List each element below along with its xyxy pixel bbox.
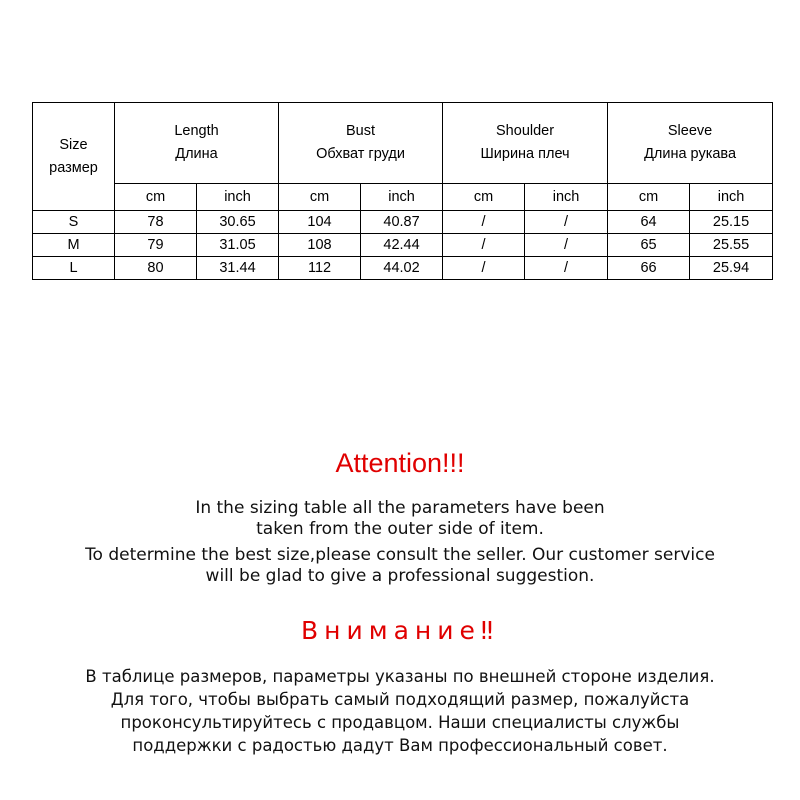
size-header-cell bbox=[33, 103, 115, 211]
sleeve-header-ru: Длина рукава bbox=[644, 146, 737, 162]
table-cell: 30.65 bbox=[197, 211, 279, 234]
table-cell: / bbox=[525, 211, 608, 234]
english-note-paragraph-1 bbox=[0, 498, 800, 540]
table-cell: 31.44 bbox=[197, 257, 279, 280]
unit-cell: inch bbox=[197, 184, 279, 211]
size-cell: L bbox=[33, 257, 115, 280]
size-cell: S bbox=[33, 211, 115, 234]
size-header-ru: размер bbox=[49, 159, 98, 176]
table-row bbox=[33, 257, 773, 280]
russian-note-line: проконсультируйтесь с продавцом. Наши специалисты службы bbox=[120, 713, 680, 732]
bust-header-en: Bust bbox=[346, 123, 376, 139]
unit-cell: inch bbox=[525, 184, 608, 211]
english-note-line: taken from the outer side of item. bbox=[256, 519, 544, 539]
size-cell: M bbox=[33, 234, 115, 257]
english-note-line: In the sizing table all the parameters have been bbox=[195, 498, 605, 518]
table-cell: 104 bbox=[279, 211, 361, 234]
english-note-line: will be glad to give a professional suggestion. bbox=[205, 566, 595, 586]
table-cell: / bbox=[525, 257, 608, 280]
unit-cell: cm bbox=[115, 184, 197, 211]
shoulder-header-en: Shoulder bbox=[496, 123, 555, 139]
table-cell: 25.94 bbox=[690, 257, 773, 280]
english-note-line: To determine the best size,please consult the seller. Our customer service bbox=[85, 545, 715, 565]
table-cell: / bbox=[525, 234, 608, 257]
length-header-cell bbox=[115, 103, 279, 184]
russian-note-line: В таблице размеров, параметры указаны по внешней стороне изделия. bbox=[85, 667, 715, 686]
table-cell: 25.55 bbox=[690, 234, 773, 257]
table-cell: 65 bbox=[608, 234, 690, 257]
length-header-ru: Длина bbox=[175, 146, 218, 162]
table-cell: 79 bbox=[115, 234, 197, 257]
bust-header-cell bbox=[279, 103, 443, 184]
table-row bbox=[33, 211, 773, 234]
table-cell: 64 bbox=[608, 211, 690, 234]
table-cell: 42.44 bbox=[361, 234, 443, 257]
table-cell: 108 bbox=[279, 234, 361, 257]
shoulder-header-cell bbox=[443, 103, 608, 184]
table-cell: 31.05 bbox=[197, 234, 279, 257]
bust-header-ru: Обхват груди bbox=[316, 146, 405, 162]
table-cell: 25.15 bbox=[690, 211, 773, 234]
russian-note-line: Для того, чтобы выбрать самый подходящий размер, пожалуйста bbox=[110, 690, 690, 709]
length-header-en: Length bbox=[174, 123, 219, 139]
table-cell: / bbox=[443, 257, 525, 280]
vnimanie-heading: Внимание‼ bbox=[300, 616, 500, 645]
size-header-en: Size bbox=[59, 136, 88, 153]
english-note-paragraph-2 bbox=[0, 545, 800, 587]
unit-cell: cm bbox=[443, 184, 525, 211]
table-cell: 80 bbox=[115, 257, 197, 280]
table-cell: 66 bbox=[608, 257, 690, 280]
sleeve-header-cell bbox=[608, 103, 773, 184]
table-cell: 40.87 bbox=[361, 211, 443, 234]
size-chart-table bbox=[32, 102, 773, 280]
table-row bbox=[33, 234, 773, 257]
table-cell: / bbox=[443, 234, 525, 257]
sleeve-header-en: Sleeve bbox=[667, 123, 713, 139]
unit-cell: cm bbox=[608, 184, 690, 211]
table-cell: 112 bbox=[279, 257, 361, 280]
unit-cell: cm bbox=[279, 184, 361, 211]
russian-note-line: поддержки с радостью дадут Вам профессиональный совет. bbox=[132, 736, 668, 755]
table-cell: 44.02 bbox=[361, 257, 443, 280]
unit-cell: inch bbox=[690, 184, 773, 211]
table-cell: 78 bbox=[115, 211, 197, 234]
attention-heading: Attention!!! bbox=[335, 448, 465, 478]
shoulder-header-ru: Ширина плеч bbox=[480, 146, 570, 162]
russian-note bbox=[0, 665, 800, 757]
unit-cell: inch bbox=[361, 184, 443, 211]
table-cell: / bbox=[443, 211, 525, 234]
